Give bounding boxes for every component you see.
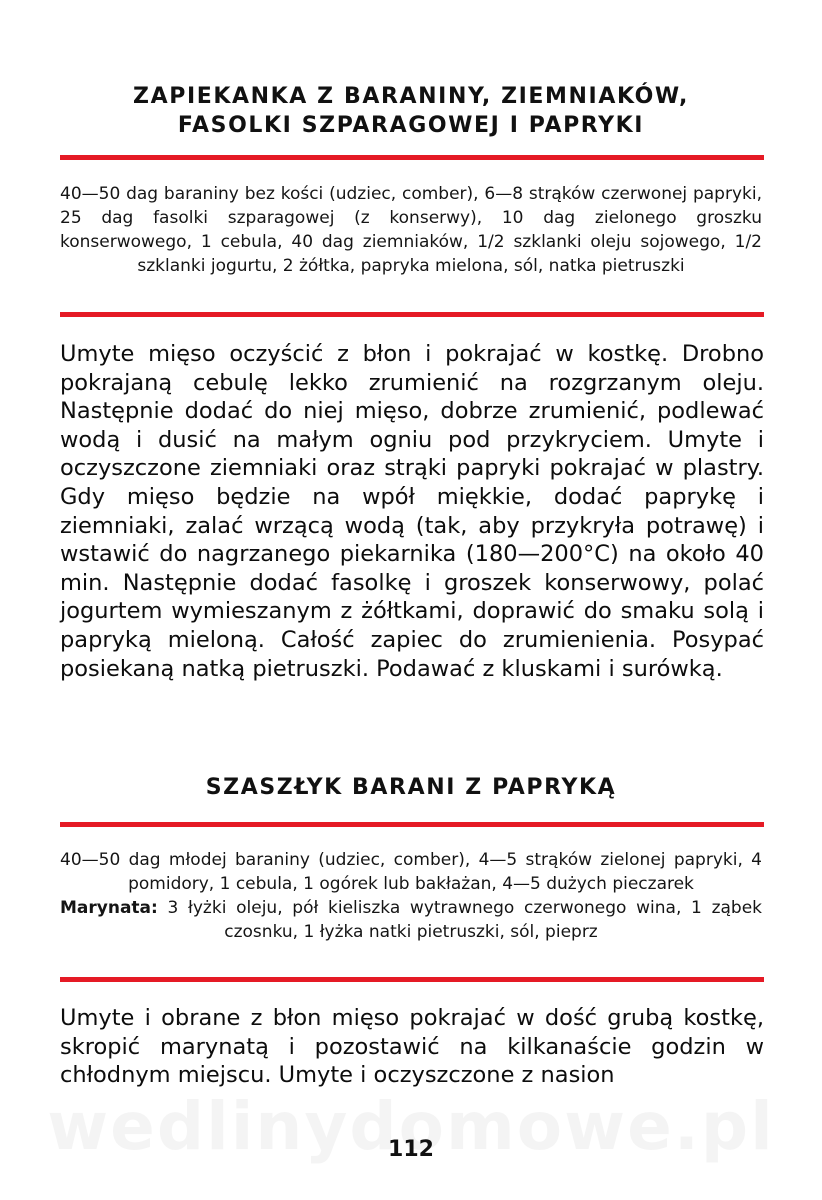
marinade-text: 3 łyżki oleju, pół kieliszka wytrawnego czerwonego wina, 1 ząbek czosnku, 1 łyżka natki pietruszki, sól, pieprz (157, 898, 762, 942)
recipe1-instructions (60, 340, 764, 683)
marinade-label: Marynata: (60, 898, 158, 918)
recipe2-instructions-text: Umyte i obrane z błon mięso pokrajać w dość grubą kostkę, skropić marynatą i pozostawić na kilkanaście godzin w chłodnym miejscu. Umyte i oczyszczone z nasion (60, 1005, 764, 1089)
recipe1-title-line1: ZAPIEKANKA Z BARANINY, ZIEMNIAKÓW, (133, 84, 689, 109)
recipe1-ingredients-text: 40—50 dag baraniny bez kości (udziec, comber), 6—8 strąków czerwonej papryki, 25 dag fasolki szparagowej (z konserwy), 10 dag zielonego groszku konserwowego, 1 cebula, 40 dag ziemniaków, 1/2 szklanki oleju sojowego, 1/2 szklanki jogurtu, 2 żółtka, papryka mielona, sól, natka pietruszki (60, 184, 762, 276)
page-number: 112 (388, 1137, 434, 1162)
red-divider (60, 155, 764, 160)
recipe1-instructions-text: Umyte mięso oczyścić z błon i pokrajać w kostkę. Drobno pokrajaną cebulę lekko zrumienić na rozgrzanym oleju. Następnie dodać do niej mięso, dobrze zrumienić, podlewać wodą i dusić na małym ogniu pod przykryciem. Umyte i oczyszczone ziemniaki oraz strąki papryki pokrajać w plastry. Gdy mięso będzie na wpół miękkie, dodać paprykę i ziemniaki, zalać wrzącą wodą (tak, aby przykryła potrawę) i wstawić do nagrzanego piekarnika (180—200°C) na około 40 min. Następnie dodać fasolkę i groszek konserwowy, polać jogurtem wymieszanym z żółtkami, doprawić do smaku solą i papryką mieloną. Całość zapiec do zrumienienia. Posypać posiekaną natką pietruszki. Podawać z kluskami i surówką. (60, 341, 764, 682)
recipe2-instructions (60, 1004, 764, 1090)
recipe1-title-line2: FASOLKI SZPARAGOWEJ I PAPRYKI (177, 113, 645, 138)
recipe1-ingredients (60, 182, 762, 278)
recipe1-title (60, 82, 762, 140)
recipe2-marinade (60, 896, 762, 944)
red-divider (60, 822, 764, 827)
recipe2-ingredients (60, 848, 762, 944)
red-divider (60, 977, 764, 982)
red-divider (60, 312, 764, 317)
recipe2-title: SZASZŁYK BARANI Z PAPRYKĄ (205, 775, 617, 800)
recipe2-ingredients-text: 40—50 dag młodej baraniny (udziec, comber), 4—5 strąków zielonej papryki, 4 pomidory, 1 cebula, 1 ogórek lub bakłażan, 4—5 dużych pieczarek (60, 850, 762, 894)
